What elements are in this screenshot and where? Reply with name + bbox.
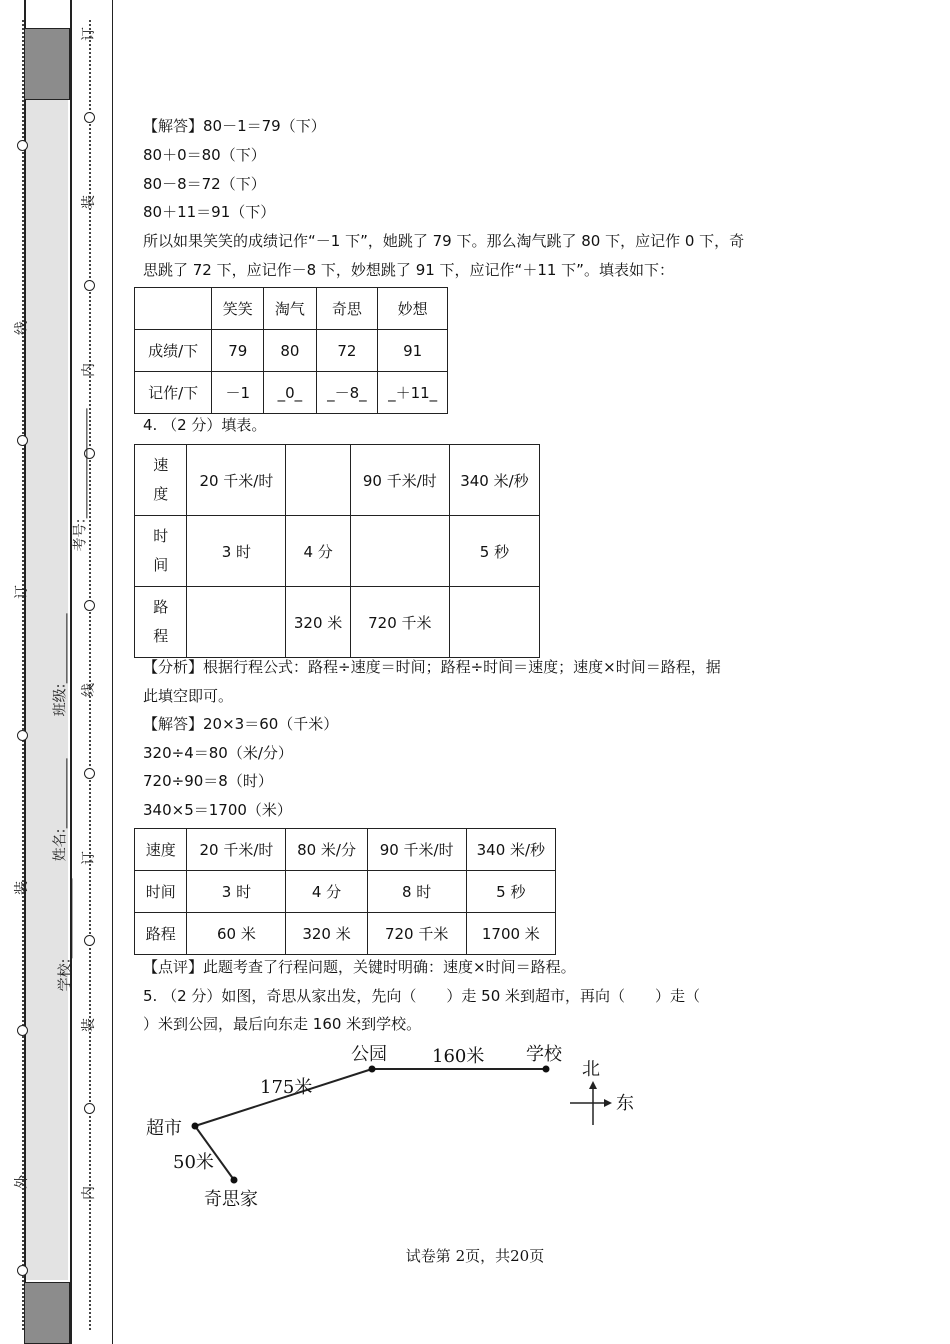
class-field[interactable]: 班级: xyxy=(49,614,69,717)
binding-hole-icon xyxy=(84,768,95,779)
q3-answer-line: 思跳了 72 下，应记作－8 下，妙想跳了 91 下，应记作“＋11 下”。填表如下： xyxy=(143,261,674,279)
table-cell: 320 米 xyxy=(286,913,367,955)
margin-label: 装 xyxy=(81,1018,97,1032)
table-cell: 4 分 xyxy=(286,516,351,587)
binding-hole-icon xyxy=(17,140,28,151)
binding-hole-icon xyxy=(84,935,95,946)
cut-line-outer xyxy=(22,20,24,1330)
exam-number-field[interactable]: 考号: xyxy=(69,409,89,552)
q3-answer-line: 【解答】80－1＝79（下） xyxy=(143,117,326,135)
q4-analysis-line: 【分析】根据行程公式：路程÷速度＝时间；路程÷时间＝速度；速度×时间＝路程，据 xyxy=(143,658,721,676)
table-cell[interactable] xyxy=(350,516,449,587)
school-field[interactable]: 学校: xyxy=(54,879,74,992)
table-header-cell: 奇思 xyxy=(316,288,378,330)
table-cell: 路 程 xyxy=(135,587,187,658)
table-cell: 3 时 xyxy=(187,871,286,913)
cut-line-inner xyxy=(89,20,91,1330)
table-cell: 3 时 xyxy=(187,516,286,587)
binding-hole-icon xyxy=(17,1265,28,1276)
place-label-home: 奇思家 xyxy=(204,1189,258,1210)
margin-label: 装 xyxy=(14,881,30,895)
school-point xyxy=(543,1066,550,1073)
table-cell: 1700 米 xyxy=(466,913,555,955)
distance-label: 160米 xyxy=(432,1046,485,1067)
table-cell: 20 千米/时 xyxy=(187,445,286,516)
q4-table xyxy=(134,444,540,658)
margin-border-inner xyxy=(112,0,113,1344)
table-cell: 成绩/下 xyxy=(135,330,212,372)
margin-label: 订 xyxy=(14,585,30,599)
table-cell: 320 米 xyxy=(286,587,351,658)
margin-label: 装 xyxy=(81,195,97,209)
table-cell[interactable] xyxy=(449,587,539,658)
table-cell: 60 米 xyxy=(187,913,286,955)
q5-question-line: ）米到公园，最后向东走 160 米到学校。 xyxy=(143,1015,422,1033)
table-cell: 路程 xyxy=(135,913,187,955)
q3-answer-line: 所以如果笑笑的成绩记作“－1 下”，她跳了 79 下。那么淘气跳了 80 下，应记作 0 下，奇 xyxy=(143,232,745,250)
north-arrow-icon xyxy=(589,1081,597,1089)
park-point xyxy=(369,1066,376,1073)
table-cell: 720 千米 xyxy=(350,587,449,658)
binding-hole-icon xyxy=(17,1025,28,1036)
margin-label: 线 xyxy=(14,321,30,335)
margin-label: 内 xyxy=(81,363,97,377)
q4-answer-line: 340×5＝1700（米） xyxy=(143,801,292,819)
table-header-cell: 淘气 xyxy=(264,288,316,330)
margin-label: 线 xyxy=(81,683,97,697)
east-arrow-icon xyxy=(604,1099,612,1107)
q3-answer-table xyxy=(134,287,448,414)
q4-title: 4. （2 分）填表。 xyxy=(143,416,267,434)
distance-label: 175米 xyxy=(260,1077,313,1098)
table-cell: 340 米/秒 xyxy=(449,445,539,516)
q4-answer-table xyxy=(134,828,556,955)
compass-north-label: 北 xyxy=(582,1059,600,1080)
table-cell: 4 分 xyxy=(286,871,367,913)
name-field[interactable]: 姓名: xyxy=(49,759,69,862)
table-cell: 80 米/分 xyxy=(286,829,367,871)
compass-east-label: 东 xyxy=(616,1093,634,1114)
binding-hole-icon xyxy=(84,1103,95,1114)
table-cell: 720 千米 xyxy=(367,913,466,955)
table-header-cell: 妙想 xyxy=(378,288,448,330)
q5-question-line: 5. （2 分）如图，奇思从家出发，先向（ ）走 50 米到超市，再向（ ）走（ xyxy=(143,987,701,1005)
place-label-school: 学校 xyxy=(526,1044,562,1065)
table-cell: 时间 xyxy=(135,871,187,913)
margin-label: 订 xyxy=(81,851,97,865)
table-cell: 340 米/秒 xyxy=(466,829,555,871)
margin-gray-block-top xyxy=(24,28,70,100)
margin-label: 内 xyxy=(81,1186,97,1200)
binding-hole-icon xyxy=(84,600,95,611)
table-cell: 速度 xyxy=(135,829,187,871)
q4-analysis-line: 此填空即可。 xyxy=(143,687,234,705)
table-cell: －1 xyxy=(212,372,264,414)
table-cell: 79 xyxy=(212,330,264,372)
q3-answer-line: 80＋0＝80（下） xyxy=(143,146,266,164)
binding-hole-icon xyxy=(17,435,28,446)
table-cell: 5 秒 xyxy=(449,516,539,587)
margin-border-middle xyxy=(70,0,72,1344)
q3-answer-line: 80－8＝72（下） xyxy=(143,175,266,193)
table-header-cell: 笑笑 xyxy=(212,288,264,330)
q4-comment: 【点评】此题考查了行程问题，关键时明确：速度×时间＝路程。 xyxy=(143,958,576,976)
table-cell: 5 秒 xyxy=(466,871,555,913)
table-cell: _0_ xyxy=(264,372,316,414)
table-cell: 8 时 xyxy=(367,871,466,913)
table-cell: 80 xyxy=(264,330,316,372)
binding-hole-icon xyxy=(84,280,95,291)
margin-gray-block-bottom xyxy=(24,1282,70,1344)
q4-answer-line: 【解答】20×3＝60（千米） xyxy=(143,715,339,733)
q4-answer-line: 320÷4＝80（米/分） xyxy=(143,744,293,762)
table-cell: 91 xyxy=(378,330,448,372)
q3-answer-line: 80＋11＝91（下） xyxy=(143,203,276,221)
binding-hole-icon xyxy=(84,112,95,123)
route-map xyxy=(130,1035,650,1215)
home-point xyxy=(231,1177,238,1184)
place-label-market: 超市 xyxy=(146,1118,182,1139)
table-cell: 速 度 xyxy=(135,445,187,516)
binding-margin xyxy=(0,0,112,1344)
table-cell: 72 xyxy=(316,330,378,372)
table-cell: _－8_ xyxy=(316,372,378,414)
q4-answer-line: 720÷90＝8（时） xyxy=(143,772,273,790)
page-footer: 试卷第 2页，共20页 xyxy=(405,1247,545,1265)
table-cell: 记作/下 xyxy=(135,372,212,414)
margin-label: 订 xyxy=(81,27,97,41)
table-cell: 时 间 xyxy=(135,516,187,587)
table-cell: 90 千米/时 xyxy=(367,829,466,871)
table-header-cell xyxy=(135,288,212,330)
place-label-park: 公园 xyxy=(351,1044,387,1065)
margin-label: 外 xyxy=(14,1175,30,1189)
binding-hole-icon xyxy=(17,730,28,741)
table-cell: _＋11_ xyxy=(378,372,448,414)
market-point xyxy=(192,1123,199,1130)
distance-label: 50米 xyxy=(173,1152,214,1173)
table-cell[interactable] xyxy=(187,587,286,658)
table-cell: 20 千米/时 xyxy=(187,829,286,871)
table-cell: 90 千米/时 xyxy=(350,445,449,516)
table-cell[interactable] xyxy=(286,445,351,516)
